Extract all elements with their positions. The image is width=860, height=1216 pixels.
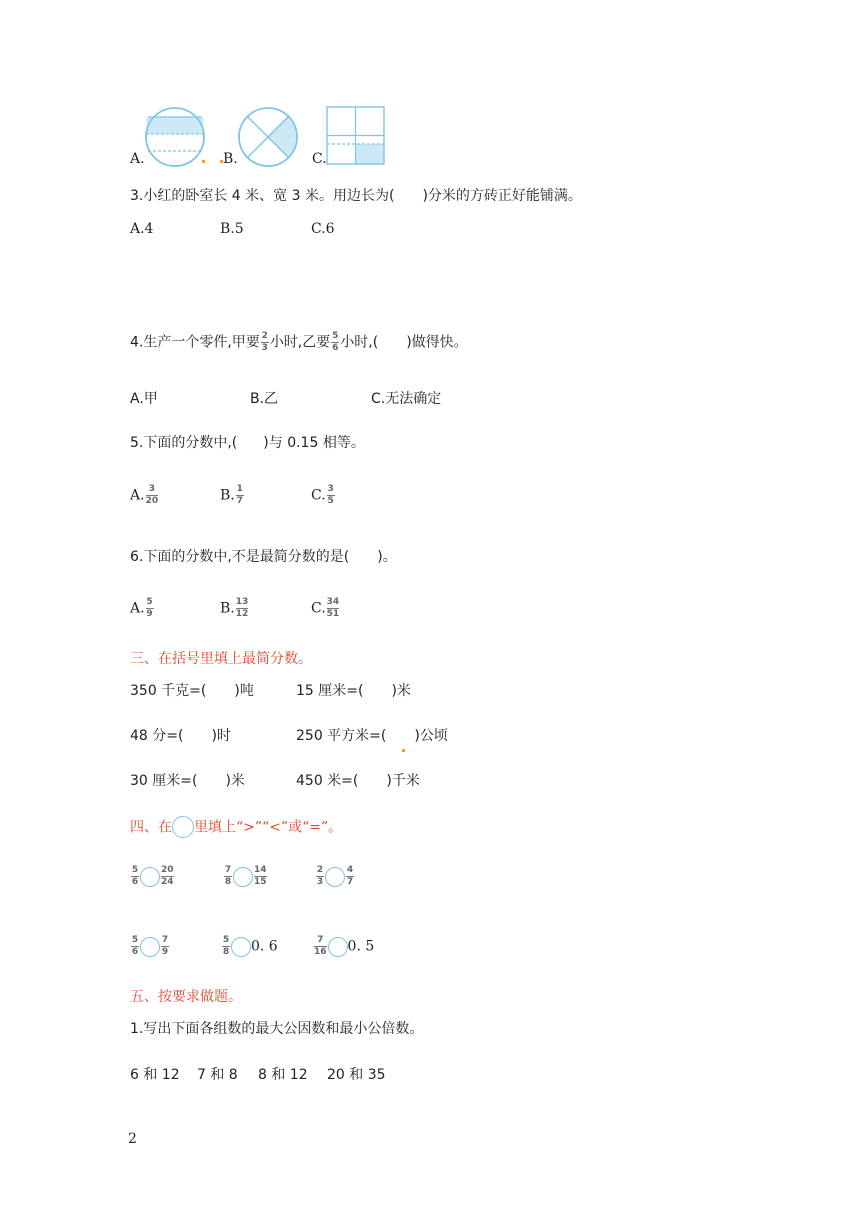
fraction-numerator: 5 <box>131 865 139 875</box>
question-3-option-a: A.4 <box>130 221 154 237</box>
section-5-question-1: 1.写出下面各组数的最大公因数和最小公倍数。 <box>130 1021 424 1037</box>
conversion-item <box>296 682 411 700</box>
conversion-text: 350 千克=( <box>130 683 207 699</box>
fraction <box>254 866 267 887</box>
section-4-title <box>130 816 342 838</box>
fraction-denominator: 7 <box>236 496 243 506</box>
question-3-option-b: B.5 <box>220 221 244 237</box>
comparison-value: 0. 5 <box>347 938 375 955</box>
fraction-numerator: 20 <box>161 865 174 875</box>
conversion-item <box>130 727 231 745</box>
fraction-denominator: 7 <box>346 877 354 887</box>
number-pair: 20 和 35 <box>327 1067 386 1083</box>
question-6-stem <box>130 548 397 566</box>
fraction <box>161 866 174 887</box>
conversion-unit: )吨 <box>234 683 254 699</box>
question-3-text-a: 3.小红的卧室长 4 米、宽 3 米。用边长为( <box>130 188 395 204</box>
fraction-denominator: 16 <box>314 947 327 957</box>
figure-c-square-grid <box>326 106 386 166</box>
comparison-circle[interactable] <box>325 867 345 887</box>
conversion-unit: )米 <box>225 773 245 789</box>
figure-b-circle-quarters <box>236 105 300 169</box>
fraction-numerator: 2 <box>316 865 324 875</box>
comparison-circle[interactable] <box>140 867 160 887</box>
fraction-denominator: 8 <box>222 947 230 957</box>
fraction-denominator: 15 <box>254 877 267 887</box>
conversion-unit: )时 <box>211 728 231 744</box>
option-label: A. <box>130 600 145 617</box>
fraction-denominator: 6 <box>131 877 139 887</box>
fraction <box>314 936 327 957</box>
fraction-denominator: 3 <box>261 343 268 353</box>
fraction <box>316 866 324 887</box>
section-3-title: 三、在括号里填上最简分数。 <box>130 651 312 667</box>
fraction <box>346 866 354 887</box>
number-pair: 6 和 12 <box>130 1067 180 1083</box>
fraction-denominator: 24 <box>161 877 174 887</box>
fraction-denominator: 51 <box>326 609 340 619</box>
section-4-title-a: 四、在 <box>130 819 172 836</box>
question-4-text-a: 4.生产一个零件,甲要 <box>130 334 260 351</box>
marker-dot <box>202 160 205 163</box>
conversion-text: 250 平方米=( <box>296 728 387 744</box>
option-label: B. <box>220 600 235 617</box>
question-4-text-d: )做得快。 <box>406 334 468 351</box>
option-label: A. <box>130 487 145 504</box>
fraction <box>146 485 159 506</box>
section-4-title-b: 里填上“>”“<”或“=”。 <box>194 819 343 836</box>
comparison-item <box>130 936 170 957</box>
fraction-numerator: 5 <box>222 935 230 945</box>
fraction-numerator: 7 <box>224 865 232 875</box>
fraction <box>261 332 269 353</box>
question-4-option-a: A.甲 <box>130 391 158 407</box>
fraction <box>131 866 139 887</box>
fraction <box>327 598 340 619</box>
question-5-text-b: )与 0.15 相等。 <box>263 435 365 451</box>
fraction-denominator: 6 <box>131 947 139 957</box>
fraction-numerator: 14 <box>254 865 267 875</box>
comparison-circle[interactable] <box>140 937 160 957</box>
number-pair: 8 和 12 <box>258 1067 308 1083</box>
conversion-item <box>296 772 420 790</box>
fraction <box>236 485 244 506</box>
comparison-circle[interactable] <box>233 867 253 887</box>
fraction-numerator: 5 <box>131 935 139 945</box>
figure-a-circle-strip <box>143 105 207 169</box>
question-5-stem <box>130 434 365 452</box>
fraction <box>331 332 339 353</box>
question-4-text-b: 小时,乙要 <box>269 334 331 351</box>
comparison-value: 0. 6 <box>251 938 278 955</box>
conversion-item <box>296 727 448 745</box>
fraction-denominator: 12 <box>235 609 249 619</box>
question-3-text-b: )分米的方砖正好能铺满。 <box>422 188 582 204</box>
question-5-option-c <box>311 485 336 506</box>
option-label: B. <box>220 487 235 504</box>
fraction-denominator: 20 <box>145 496 159 506</box>
marker-dot <box>402 749 405 752</box>
conversion-item <box>130 772 245 790</box>
fraction <box>236 598 249 619</box>
fraction <box>161 936 169 957</box>
fraction-numerator: 2 <box>261 331 268 341</box>
question-6-option-c <box>311 598 340 619</box>
fraction-numerator: 3 <box>327 484 334 494</box>
conversion-text: 30 厘米=( <box>130 773 198 789</box>
question-4-option-b: B.乙 <box>250 391 279 407</box>
fraction-numerator: 7 <box>161 935 169 945</box>
page-number: 2 <box>128 1131 137 1147</box>
fraction <box>327 485 335 506</box>
comparison-circle[interactable] <box>231 937 251 957</box>
conversion-unit: )米 <box>391 683 411 699</box>
fraction <box>146 598 154 619</box>
fraction-numerator: 13 <box>235 597 249 607</box>
fraction-numerator: 4 <box>346 865 354 875</box>
conversion-unit: )千米 <box>386 773 420 789</box>
question-4-option-c: C.无法确定 <box>371 391 442 407</box>
question-5-option-b <box>220 485 245 506</box>
comparison-item <box>315 866 355 887</box>
fraction-denominator: 9 <box>146 609 153 619</box>
comparison-item <box>313 936 374 957</box>
fraction-denominator: 6 <box>332 343 339 353</box>
fraction-numerator: 1 <box>236 484 243 494</box>
conversion-unit: )公顷 <box>414 728 448 744</box>
fraction <box>131 936 139 957</box>
fraction-denominator: 5 <box>327 496 334 506</box>
question-3-option-c: C.6 <box>311 221 335 237</box>
conversion-text: 15 厘米=( <box>296 683 364 699</box>
fraction-numerator: 5 <box>332 331 339 341</box>
option-c-label: C. <box>312 151 327 167</box>
comparison-circle-icon <box>172 816 194 838</box>
comparison-item <box>223 866 268 887</box>
fraction-numerator: 7 <box>317 935 324 945</box>
fraction-numerator: 5 <box>146 597 153 607</box>
question-4-text-c: 小时,( <box>340 334 379 351</box>
fraction-numerator: 3 <box>148 484 155 494</box>
comparison-item <box>221 936 278 957</box>
conversion-item <box>130 682 254 700</box>
fraction-denominator: 3 <box>316 877 324 887</box>
question-5-option-a <box>130 485 159 506</box>
comparison-circle[interactable] <box>328 937 348 957</box>
comparison-item <box>130 866 175 887</box>
option-label: C. <box>311 487 326 504</box>
fraction-denominator: 9 <box>161 947 169 957</box>
option-b-label: B. <box>223 151 238 167</box>
section-5-title: 五、按要求做题。 <box>130 989 242 1005</box>
fraction <box>222 936 230 957</box>
question-3-stem <box>130 187 582 205</box>
question-6-text-b: )。 <box>377 549 397 565</box>
conversion-text: 48 分=( <box>130 728 184 744</box>
option-label: C. <box>311 600 326 617</box>
question-4-stem <box>130 332 468 353</box>
option-a-label: A. <box>130 151 145 167</box>
question-5-text-a: 5.下面的分数中,( <box>130 435 238 451</box>
question-6-text-a: 6.下面的分数中,不是最简分数的是( <box>130 549 350 565</box>
fraction-numerator: 34 <box>326 597 340 607</box>
fraction <box>224 866 232 887</box>
fraction-denominator: 8 <box>224 877 232 887</box>
question-6-option-b <box>220 598 249 619</box>
question-6-option-a <box>130 598 155 619</box>
conversion-text: 450 米=( <box>296 773 359 789</box>
number-pair: 7 和 8 <box>197 1067 238 1083</box>
